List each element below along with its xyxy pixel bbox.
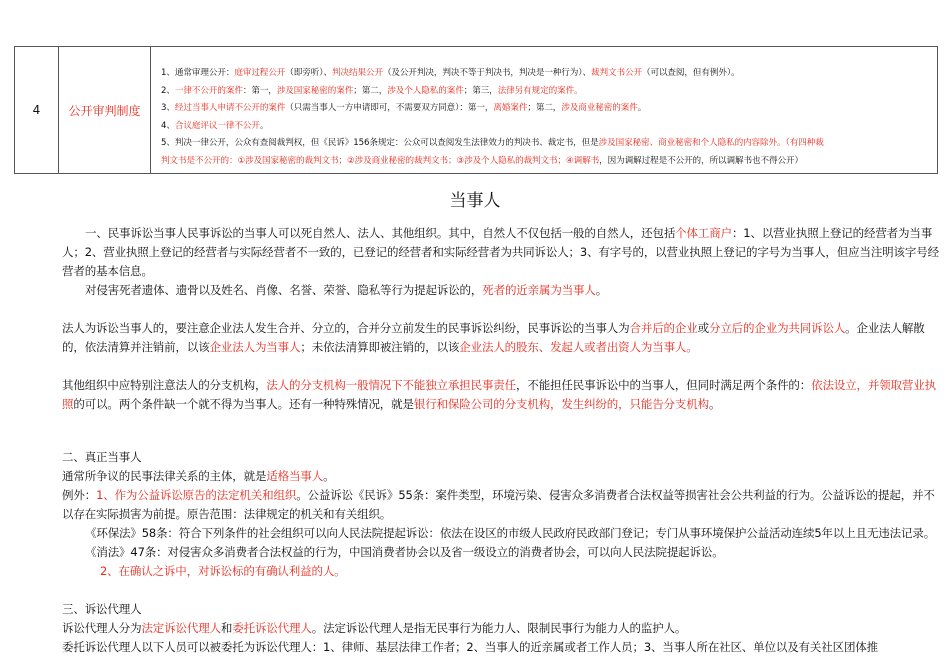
text-run: 三、诉讼代理人 [62,602,142,616]
text-run: 判文书是不公开的：①涉及国家秘密的裁判文书；②涉及商业秘密的裁判文书；③涉及个人隐私的裁判文书；④调解书 [161,155,600,166]
text-run: 判决结果公开 [331,68,383,78]
text-run: 和 [220,621,233,635]
document-body [62,224,940,657]
text-run: 合议庭评议一律不公开 [174,120,260,131]
text-run: 委托诉讼代理人以下人员可以被委托为诉讼代理人：1、律师、基层法律工作者；2、当事人的近亲属或者工作人员；3、当事人所在社区、单位以及有关社区团体推 [62,640,878,654]
paragraph [62,543,940,562]
text-run: （只需当事人一方申请即可，不需要双方同意）：第一， [285,103,494,113]
text-run: 1、通常审理公开： [161,68,235,78]
paragraph-spacer [62,357,940,376]
paragraph [62,467,940,486]
table-content-line [161,135,937,153]
paragraph [62,619,940,638]
text-run: 对侵害死者遗体、遗骨以及姓名、肖像、名誉、荣誉、隐私等行为提起诉讼的， [85,283,483,297]
paragraph [62,224,940,281]
text-run: 通常所争议的民事法律关系的主体，就是 [62,469,267,483]
text-run: 。（有四种裁 [777,138,824,148]
text-run: 涉及国家秘密、商业秘密和个人隐私的内容除外 [598,138,778,148]
paragraph [62,638,940,657]
text-run: 。法定诉讼代理人是指无民事行为能力人、限制民事行为能力人的监护人。 [311,621,687,635]
text-run: 例外： [62,488,97,502]
text-run: 其他组织中应特别注意法人的分支机构， [62,378,267,392]
table-content-line [161,100,937,118]
table-content-line [161,153,937,171]
text-run: 。企业法人解散的，依法清算并注销前，以该 [62,321,925,354]
text-run: 裁判文书公开 [590,68,642,78]
text-run: ，因为调解过程是不公开的，所以调解书也不得公开） [599,155,803,166]
text-run: ；第二， [527,103,562,113]
text-run: 5、判决一律公开，公众有查阅裁判权，但《民诉》156条规定：公众可以查阅发生法律效力的判决书、裁定书，但是 [161,138,599,148]
text-run: 涉及国家秘密的案件 [276,85,354,96]
paragraph [62,376,940,414]
text-run: 的可以。两个条件缺一个就不得为当事人。还有一种特殊情况，就是 [73,397,414,411]
text-run: 离婚案件 [493,103,528,113]
text-run: 庭审过程公开 [234,68,286,78]
row-number: 4 [15,47,59,173]
text-run: 依法设立，并领取营业执照 [62,378,936,411]
table-content-line [161,118,937,136]
paragraph-spacer [62,581,940,600]
text-run: ；第二， [353,85,388,96]
text-run: 《消法》47条：对侵害众多消费者合法权益的行为，中国消费者协会以及省一级设立的消费者协会，可以向人民法院提起诉讼。 [85,545,724,559]
text-run: 2、在确认之诉中，对诉讼标的有确认利益的人。 [100,564,346,578]
text-run: 分立后的企业为共同诉讼人 [708,321,846,335]
text-run: 诉讼代理人分为 [62,621,142,635]
paragraph-spacer [62,433,940,448]
text-run: ；未依法清算即被注销的，以该 [300,340,460,354]
table-content-line [161,83,937,101]
text-run: 个体工商户 [675,226,732,240]
section-title: 当事人 [449,191,501,211]
text-run: （可以查阅，但有例外）。 [641,68,740,78]
text-run: 法人为诉讼当事人的，要注意企业法人发生合并、分立的，合并分立前发生的民事诉讼纠纷，民事诉讼的当事人为 [62,321,630,335]
text-run: 一、民事诉讼当事人民事诉讼的当事人可以死自然人、法人、其他组织。其中，自然人不仅包括一般的自然人，还包括 [85,226,676,240]
text-run: 。 [637,103,647,113]
paragraph [62,319,940,357]
paragraph-spacer [62,300,940,319]
table-content-line [161,65,937,83]
text-run: ，不能担任民事诉讼中的当事人，但同时满足两个条件的： [516,378,812,392]
row-category: 公开审判制度 [59,47,151,173]
text-run: （即旁听）、 [285,68,332,78]
text-run: 1、作为公益诉讼原告的法定机关和组织 [96,488,297,502]
text-run: （及公开判决，判决不等于判决书，判决是一种行为）、 [382,68,591,78]
text-run: 法人的分支机构一般情况下不能独立承担民事责任 [266,378,517,392]
text-run: ：第一， [242,85,277,96]
paragraph [62,562,940,581]
row-content [151,47,937,173]
text-run: ：1、以营业执照上登记的经营者为当事人；2、营业执照上登记的经营者与实际经营者不一致的，已登记的经营者和实际经营者为共同诉讼人；3、有字号的，以营业执照上登记的字号为当事人，但应当注明该字号经营者的基本信息。 [62,226,939,278]
paragraph [62,486,940,524]
text-run: 《环保法》58条：符合下列条件的社会组织可以向人民法院提起诉讼：依法在设区的市级人民政府民政部门登记；专门从事环境保护公益活动连续5年以上且无违法记录。 [85,526,936,540]
table-row-public-trial [14,46,938,174]
text-run: 3、 [161,103,175,113]
paragraph [62,281,940,300]
text-run: 经过当事人申请不公开的案件 [174,103,286,113]
text-run: 二、真正当事人 [62,450,142,464]
text-run: 2、 [161,85,175,96]
text-run: 涉及商业秘密的案件 [561,103,638,113]
text-run: 死者的近亲属为当事人 [482,283,596,297]
text-run: 。公益诉讼《民诉》55条：案件类型，环境污染、侵害众多消费者合法权益等损害社会公共利益的行为。公益诉讼的提起，并不以存在实际损害为前提。原告范围：法律规定的机关和有关组织。 [62,488,935,521]
paragraph [62,448,940,467]
text-run: 一律不公开的案件 [174,85,243,96]
paragraph [62,600,940,619]
text-run: 。 [595,283,608,297]
text-run: 合并后的企业 [629,321,698,335]
text-run: 企业法人为当事人 [209,340,301,354]
text-run: 或 [697,321,709,335]
text-run: 适格当事人 [266,469,324,483]
text-run: 法律另有规定的案件。 [497,85,583,96]
text-run: 企业法人的股东、发起人或者出资人为当事人。 [459,340,698,354]
text-run: 。 [323,469,335,483]
paragraph-spacer [62,414,940,433]
text-run: 法定诉讼代理人 [141,621,221,635]
text-run: ；第三， [463,85,498,96]
text-run: 委托诉讼代理人 [232,621,312,635]
text-run: 涉及个人隐私的案件 [387,85,464,96]
text-run: 。 [708,397,721,411]
text-run: 。 [259,120,269,131]
text-run: 4、 [161,120,175,131]
paragraph [62,524,940,543]
text-run: 银行和保险公司的分支机构，发生纠纷的，只能告分支机构 [413,397,709,411]
